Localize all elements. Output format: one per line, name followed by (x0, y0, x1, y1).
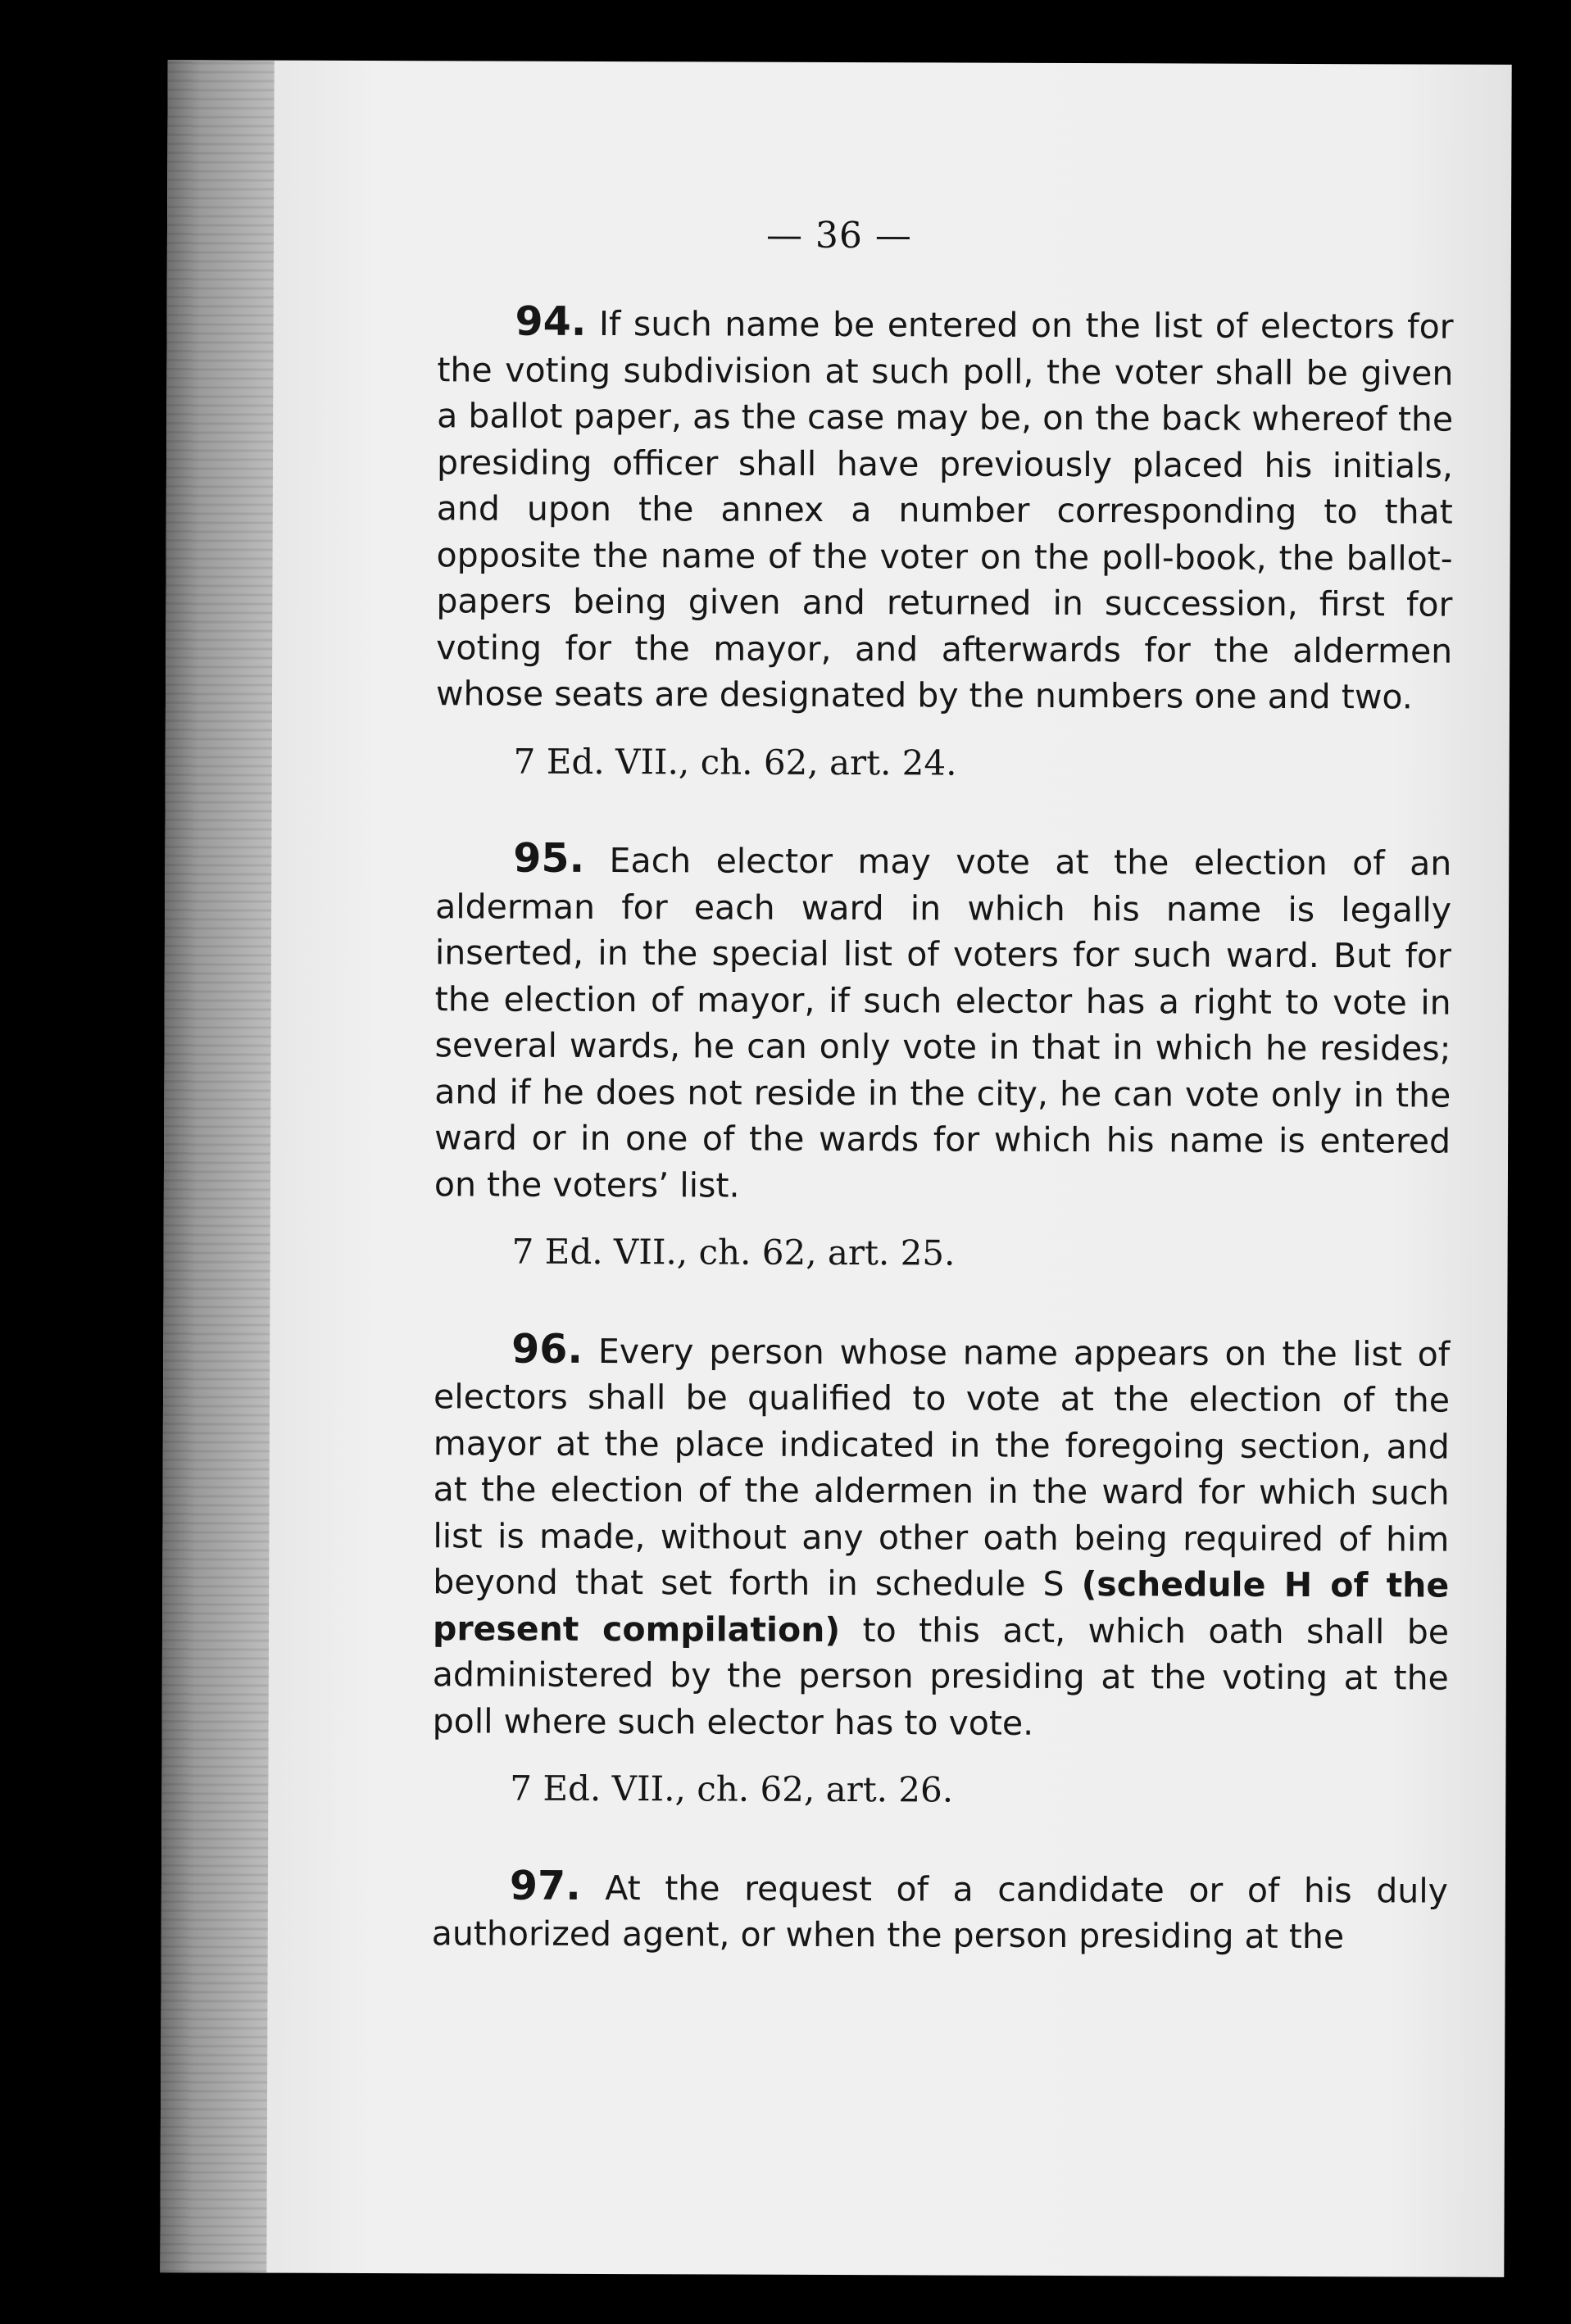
page-text (432, 298, 1454, 1960)
section-96-citation: 7 Ed. VII., ch. 62, art. 26. (510, 1768, 954, 1810)
section-97-paragraph (432, 1863, 1448, 1960)
section-gap (435, 784, 1451, 838)
section-96-text-after: to this act, which oath shall be administered by the person presiding at the voting at the poll where such elector has to vote. (432, 1609, 1450, 1743)
page-spine-shadow (160, 60, 274, 2272)
section-95-number: 95. (513, 834, 585, 882)
section-95-text: Each elector may vote at the election of an alderman for each ward in which his name is legally inserted, in the special list of voters for such ward. But for the election of mayor, if such elector has a right to vote in several wards, he can only vote in that in which he resides; and if he does not reside in the city, he can vote only in the ward or in one of the wards for which his name is entered on the voters’ list. (434, 841, 1452, 1205)
section-94 (436, 298, 1454, 788)
section-96-bold-reference: (schedule H of the present compilation) (432, 1564, 1450, 1650)
section-94-number: 94. (515, 297, 587, 345)
section-97-number: 97. (509, 1862, 581, 1909)
section-96-number: 96. (511, 1325, 583, 1373)
section-96 (432, 1326, 1450, 1815)
section-95 (434, 835, 1452, 1278)
section-96-paragraph (433, 1326, 1451, 1748)
section-95-citation: 7 Ed. VII., ch. 62, art. 25. (511, 1231, 956, 1273)
section-gap (432, 1812, 1448, 1866)
section-gap (434, 1275, 1450, 1329)
section-96-text-before: Every person whose name appears on the list of electors shall be qualified to vote at the election of the mayor at the place indicated in the foregoing section, and at the election of the aldermen in the ward for which such list is made, without any other oath being required of him beyond that set forth in schedule S (433, 1331, 1451, 1604)
section-97-text: At the request of a candidate or of his duly authorized agent, or when the person presiding at the (431, 1868, 1449, 1957)
page-number: — 36 — (765, 214, 913, 257)
section-94-text: If such name be entered on the list of electors for the voting subdivision at such poll, the voter shall be given a ballot paper, as the case may be, on the back whereof the presiding officer shall have previously placed his initials, and upon the annex a number corresponding to that opposite the name of the voter on the poll-book, the ballot-papers being given and returned in succession, first for voting for the mayor, and afterwards for the aldermen whose seats are designated by the numbers one and two. (435, 303, 1454, 717)
section-94-citation: 7 Ed. VII., ch. 62, art. 24. (513, 741, 957, 783)
book-page (160, 60, 1511, 2277)
section-95-paragraph (434, 835, 1452, 1210)
section-94-paragraph (436, 298, 1454, 720)
section-97 (432, 1863, 1448, 1960)
